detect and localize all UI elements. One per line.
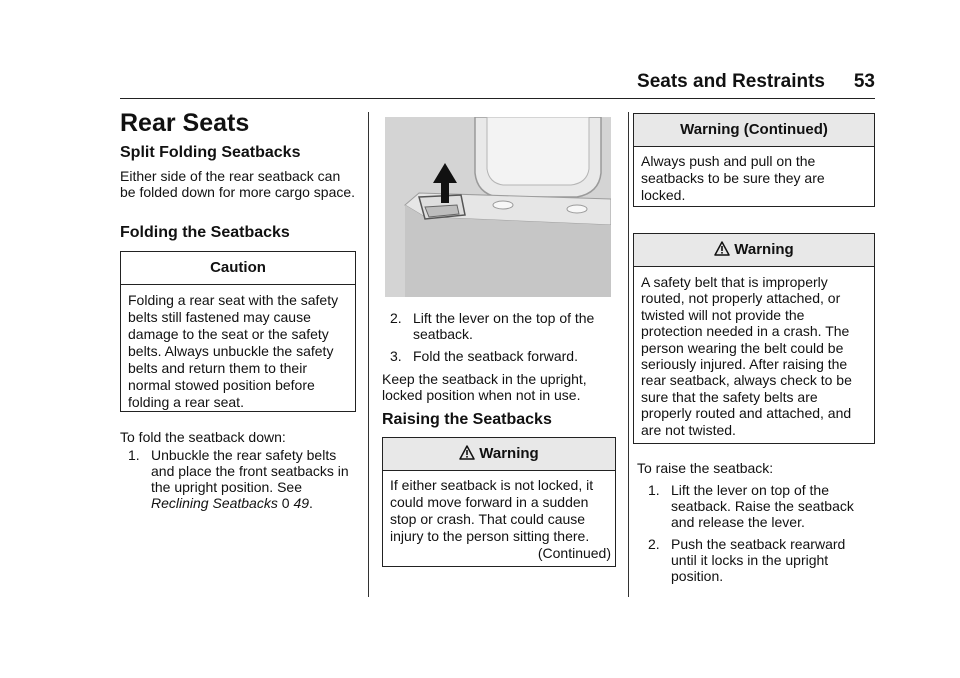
warning-triangle-icon — [459, 445, 475, 460]
page-title: Rear Seats — [120, 109, 250, 137]
caution-text: Folding a rear seat with the safety belts still fastened may cause damage to the seat or the safety belts. Always unbuckle the safety belts and return them to their normal stowed position before folding a rear seat. — [128, 292, 339, 410]
caution-label: Caution — [121, 252, 355, 285]
warning-box-2 — [633, 233, 875, 444]
warning-continued-text: Always push and pull on the seatbacks to be sure they are locked. — [641, 153, 825, 203]
step-number: 1. — [128, 447, 140, 463]
caution-box — [120, 251, 356, 412]
page-ref-number[interactable]: 49 — [293, 495, 310, 511]
subheading-raising: Raising the Seatbacks — [382, 411, 552, 428]
warning-header — [383, 438, 615, 471]
seat-lever-illustration — [385, 117, 611, 297]
step-end: . — [309, 495, 313, 511]
warning-box — [382, 437, 616, 567]
column-divider — [368, 112, 369, 597]
fold-step-3 — [390, 348, 616, 364]
step-text: Lift the lever on the top of the seatback. — [413, 310, 595, 342]
subheading-folding: Folding the Seatbacks — [120, 224, 290, 241]
fold-step-2 — [390, 310, 616, 342]
continued-note: (Continued) — [537, 545, 611, 561]
warning-label-2: Warning — [734, 241, 794, 258]
warning-continued-box — [633, 113, 875, 207]
warning-triangle-icon — [714, 241, 730, 256]
warning-text-2: A safety belt that is improperly routed, not properly attached, or twisted will not provide the protection needed in a crash. The person wearing the belt could be seriously injured. After raising the rear seatback, always check to be sure that the safety belts are properly routed and attached, and are not twisted. — [641, 274, 852, 438]
column-divider — [628, 112, 629, 597]
reclining-seatbacks-link[interactable]: Reclining Seatbacks — [151, 495, 278, 511]
subheading-split-folding: Split Folding Seatbacks — [120, 144, 301, 161]
step-number: 1. — [648, 482, 660, 498]
step-number: 2. — [648, 536, 660, 552]
col3-steps — [648, 482, 872, 590]
raise-step-1 — [648, 482, 872, 530]
intro-paragraph: Either side of the rear seatback can be folded down for more cargo space. — [120, 168, 356, 200]
warning-label: Warning — [479, 445, 539, 462]
page-ref-symbol: 0 — [281, 495, 290, 511]
warning-header-2 — [634, 234, 874, 267]
step-text: Fold the seatback forward. — [413, 348, 578, 364]
raise-intro: To raise the seatback: — [637, 460, 774, 476]
step-text: Unbuckle the rear safety belts and place the front seatbacks in the upright position. See — [151, 447, 349, 495]
step-text: Lift the lever on top of the seatback. Raise the seatback and release the lever. — [671, 482, 854, 530]
step-text: Push the seatback rearward until it locks in the upright position. — [671, 536, 846, 584]
page-number: 53 — [853, 71, 875, 92]
fold-step-1 — [128, 447, 356, 511]
raise-step-2 — [648, 536, 872, 584]
page-section-title: Seats and Restraints — [637, 71, 825, 92]
warning-text: If either seatback is not locked, it could move forward in a sudden stop or crash. That could cause injury to the person sitting there. — [390, 477, 594, 544]
col2-steps — [390, 310, 616, 370]
step-number: 2. — [390, 310, 402, 326]
warning-continued-label: Warning (Continued) — [634, 114, 874, 147]
keep-paragraph: Keep the seatback in the upright, locked position when not in use. — [382, 371, 587, 403]
seatback-illustration — [385, 117, 611, 297]
step-number: 3. — [390, 348, 402, 364]
fold-intro: To fold the seatback down: — [120, 429, 286, 445]
header-rule — [120, 98, 875, 99]
